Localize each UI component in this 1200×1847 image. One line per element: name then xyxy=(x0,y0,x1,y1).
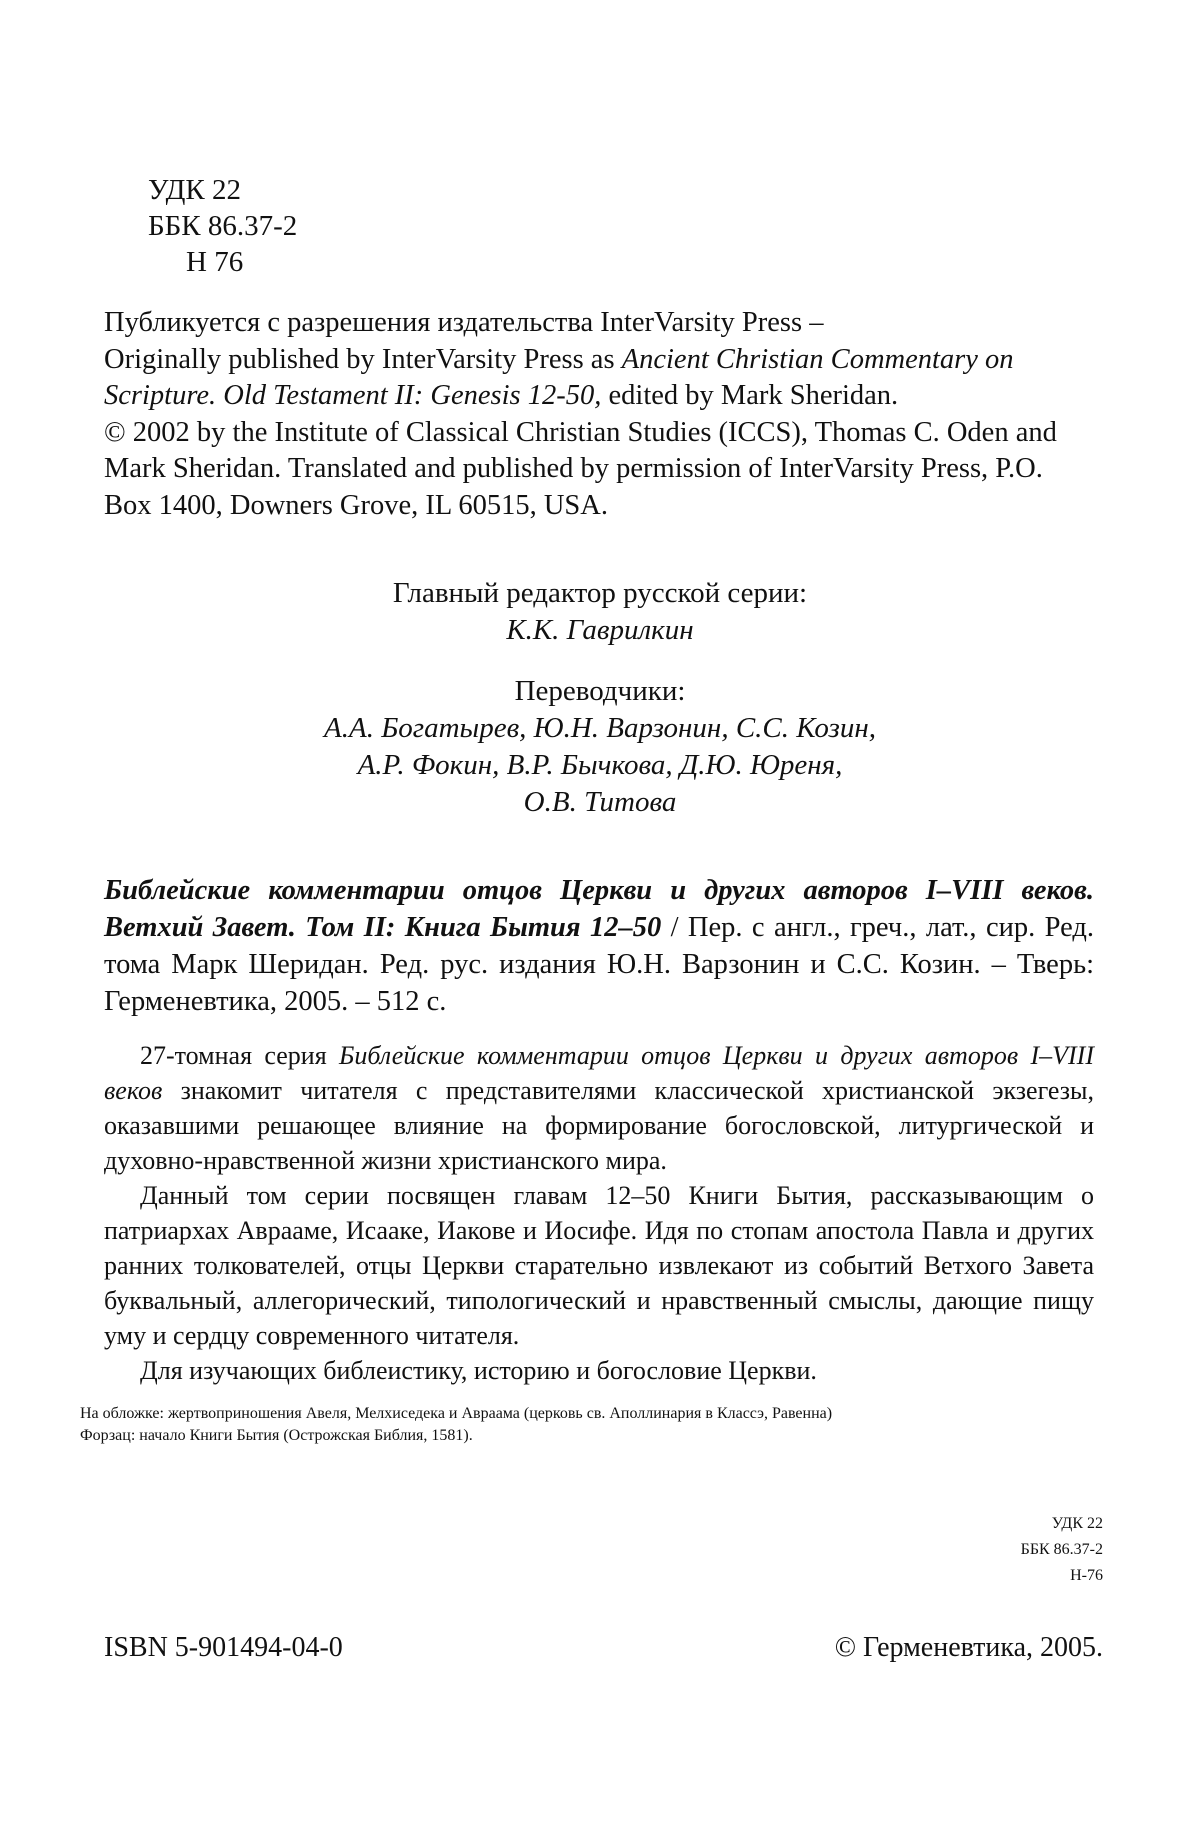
bbk-code: ББК 86.37-2 xyxy=(148,210,298,242)
author-mark: Н 76 xyxy=(186,246,244,278)
copyright-statement: © 2002 by the Institute of Classical Christian Studies (ICCS), Thomas C. Oden and Mark Sheridan. Translated and published by permission of InterVarsity Press, P.O. Box 1400, Downers Grove, IL 60515, USA. xyxy=(104,416,1057,521)
bibliographic-details: / Пер. с англ., греч., лат., сир. Ред. тома Марк Шеридан. Ред. рус. издания Ю.Н. Варзонин и С.С. Козин. – Тверь: Герменевтика, 2005. – 512 с. xyxy=(104,912,1094,1017)
series-editor xyxy=(0,575,1200,649)
original-publication xyxy=(104,342,1094,415)
rights-line-ru: Публикуется с разрешения издательства InterVarsity Press – xyxy=(104,307,824,338)
translators-line-1: А.А. Богатырев, Ю.Н. Варзонин, С.С. Козин, xyxy=(324,712,876,744)
annotation-paragraph-1 xyxy=(104,1038,1094,1178)
editor-name: К.К. Гаврилкин xyxy=(506,614,694,646)
endpaper-note: Форзац: начало Книги Бытия (Острожская Библия, 1581). xyxy=(80,1427,473,1444)
isbn: ISBN 5-901494-04-0 xyxy=(104,1632,343,1663)
udk-code: УДК 22 xyxy=(148,174,241,206)
cover-note: На обложке: жертвоприношения Авеля, Мелхиседека и Авраама (церковь св. Аполлинария в Классэ, Равенна) xyxy=(80,1405,833,1422)
bibliographic-record xyxy=(104,872,1094,1020)
annotation-paragraph-3: Для изучающих библеистику, историю и богословие Церкви. xyxy=(140,1356,817,1385)
original-title: Ancient Christian Commentary on Scripture. Old Testament II: Genesis 12-50, xyxy=(104,343,1014,411)
editor-label: Главный редактор русской серии: xyxy=(392,577,808,609)
udk-code-right: УДК 22 xyxy=(1051,1515,1103,1532)
bbk-code-right: ББК 86.37-2 xyxy=(1020,1541,1103,1558)
translators xyxy=(0,673,1200,821)
annotation-p1-suffix: знакомит читателя с представителями классической христианской экзегезы, оказавшими решающее влияние на формирование богословской, литургической и духовно-нравственной жизни христианского мира. xyxy=(104,1076,1094,1175)
publisher-copyright: © Герменевтика, 2005. xyxy=(834,1632,1103,1663)
annotation-paragraph-2: Данный том серии посвящен главам 12–50 Книги Бытия, рассказывающим о патриархах Аврааме, Исааке, Иакове и Иосифе. Идя по стопам апостола Павла и других ранних толкователей, отцы Церкви старательно извлекают из событий Ветхого Завета буквальный, аллегорический, типологический и нравственный смыслы, дающие пищу уму и сердцу современного читателя. xyxy=(104,1181,1094,1350)
author-mark-right: Н-76 xyxy=(1070,1567,1103,1584)
annotation-p1-prefix: 27-томная серия xyxy=(140,1041,340,1070)
translators-line-2: А.Р. Фокин, В.Р. Бычкова, Д.Ю. Юреня, xyxy=(357,749,843,781)
translators-label: Переводчики: xyxy=(514,675,686,707)
annotation xyxy=(104,1038,1094,1388)
original-prefix: Originally published by InterVarsity Press as xyxy=(104,343,622,375)
cover-notes xyxy=(80,1403,1120,1447)
original-suffix: edited by Mark Sheridan. xyxy=(601,380,899,411)
rights-notice xyxy=(104,305,1094,524)
translators-line-3: О.В. Титова xyxy=(523,786,677,818)
series-title: Библейские комментарии отцов Церкви и других авторов I–VIII веков xyxy=(104,1041,1094,1105)
book-title: Библейские комментарии отцов Церкви и других авторов I–VIII веков. Ветхий Завет. Том II: Книга Бытия 12–50 xyxy=(104,875,1094,943)
classification-codes xyxy=(148,172,297,280)
classification-codes-right xyxy=(1021,1511,1103,1589)
